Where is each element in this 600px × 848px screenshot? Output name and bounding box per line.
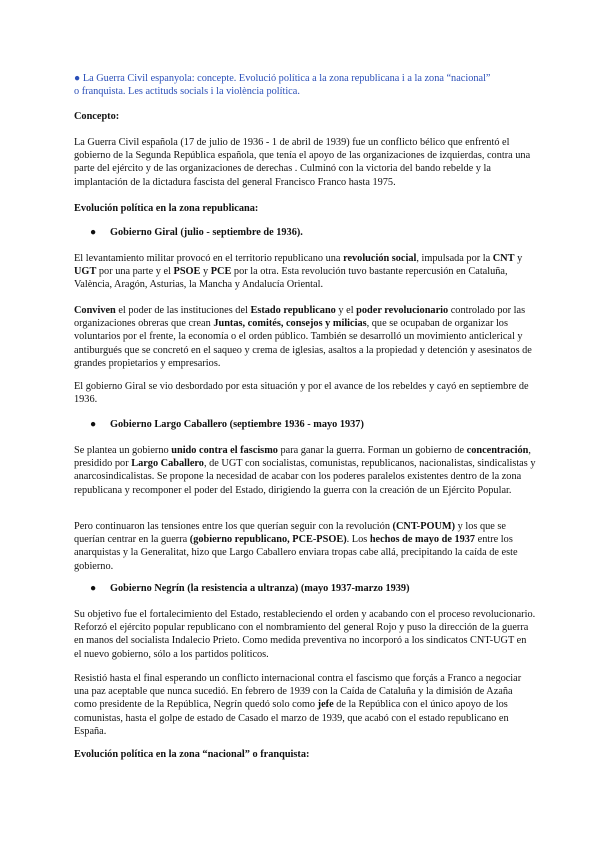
largo-paragraph-2: Pero continuaron las tensiones entre los que querían seguir con la revolución (CNT-POUM) y los que se querían centrar en la guerra (gobierno republicano, PCE-PSOE). Los hechos de mayo de 1937 entre los anarquistas y la Generalitat, hizo que Largo Caballero enviara tropas cabe allá, precipitando la caída de este gobierno.: [74, 521, 518, 572]
giral-bullet: ●: [90, 227, 97, 238]
topic-line-2: o franquista. Les actituds socials i la violència política.: [74, 86, 300, 98]
giral-subheading: [90, 226, 530, 239]
negrin-bullet: ●: [90, 583, 97, 594]
negrin-paragraph-2: Resistió hasta el final esperando un conflicto internacional contra el fascismo que forçás a Franco a negociar una paz aceptable que nunca sucedió. En febrero de 1939 con la Caída de Cataluña y la dimisión de Azaña como presidente de la República, Negrín quedó solo como jefe de la República con el único apoyo de los comunistas, hasta el golpe de estado de Casado el marzo de 1939, que acabó con el estado republicano en España.: [74, 673, 522, 737]
negrin-paragraph-1: Su objetivo fue el fortalecimiento del Estado, restableciendo el orden y acabando con el proceso revolucionario. Reforzó el ejército popular republicano con el nombramiento del general Rojo y puso la dirección de la guerra en manos del socialista Indalecio Prieto. Como medida preventiva no incorporó a los sindicatos CNT-UGT en el nuevo gobierno, sólo a los partidos políticos.: [74, 609, 536, 660]
topic-heading: [74, 72, 536, 98]
republicana-heading: Evolución política en la zona republicana:: [74, 203, 259, 214]
giral-paragraph-3: El gobierno Giral se vio desbordado por esta situación y por el avance de los rebeldes y cayó en septiembre de 1936.: [74, 381, 529, 406]
nacional-heading: Evolución política en la zona “nacional” o franquista:: [74, 749, 310, 760]
largo-title: Gobierno Largo Caballero (septiembre 1936 - mayo 1937): [110, 419, 364, 430]
giral-paragraph-2: Conviven el poder de las instituciones del Estado republicano y el poder revolucionario controlado por las organizaciones obreras que crean Juntas, comités, consejos y milicias, que se ocupaban de organizar los voluntarios por el frente, la economía o el orden público. También se desarrolló un movimiento anticlerical y antiburgués que se concretó en el saqueo y crema de iglesias, asaltos a la propiedad y detención y asesinatos de grandes propietarios y empresarios.: [74, 305, 532, 369]
giral-title: Gobierno Giral (julio - septiembre de 1936).: [110, 227, 303, 238]
topic-line-1: La Guerra Civil espanyola: concepte. Evolució política a la zona republicana i a la zona “nacional”: [82, 73, 491, 84]
largo-subheading: [90, 418, 530, 431]
giral-paragraph-1: El levantamiento militar provocó en el territorio republicano una revolución social, impulsada por la CNT y UGT por una parte y el PSOE y PCE por la otra. Esta revolución tuvo bastante repercusión en Cataluña, València, Aragón, Asturias, la Mancha y Andalucía Oriental.: [74, 253, 523, 291]
negrin-subheading: [90, 582, 530, 595]
largo-paragraph-1: Se plantea un gobierno unido contra el fascismo para ganar la guerra. Forman un gobierno de concentración, presidido por Largo Caballero, de UGT con socialistas, comunistas, republicanos, nacionalistas, sindicalistas y anarcosindicalistas. Se propone la necesidad de acabar con los poderes paralelos existentes dentro de la zona republicana y recomponer el poder del Estado, dirigiendo la guerra con la creación de un Ejército Popular.: [74, 445, 536, 496]
largo-bullet: ●: [90, 419, 97, 430]
topic-bullet: ●: [74, 73, 81, 84]
negrin-title: Gobierno Negrín (la resistencia a ultranza) (mayo 1937-marzo 1939): [110, 583, 410, 594]
concepto-heading: Concepto:: [74, 111, 120, 122]
concepto-paragraph: La Guerra Civil española (17 de julio de 1936 - 1 de abril de 1939) fue un conflicto bélico que enfrentó el gobierno de la Segunda República española, que tenía el apoyo de las organizaciones de izquierdas, contra una parte del ejército y de las organizaciones de derechas . Culminó con la victoria del bando rebelde y la implantación de la dictadura fascista del general Francisco Franco hasta 1975.: [74, 137, 531, 188]
